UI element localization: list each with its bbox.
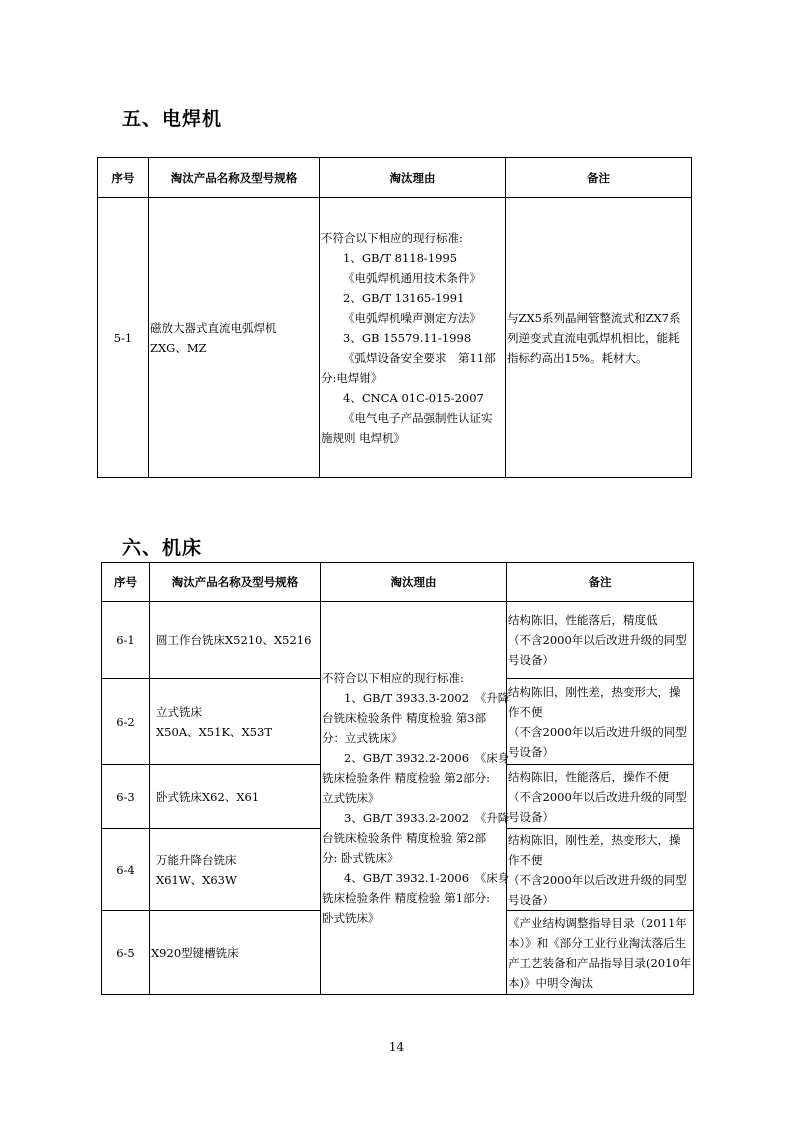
product-name-line: 圆工作台铣床X5210、X5216 <box>156 633 312 647</box>
product-name-line: 卧式铣床X62、X61 <box>156 789 260 804</box>
reason-line: 3、GB 15579.11-1998 <box>343 330 472 345</box>
table-row <box>98 198 692 478</box>
reason-line: 4、GB/T 3932.1-2006 《床身 <box>344 871 510 885</box>
header-product: 淘汰产品名称及型号规格 <box>150 563 321 602</box>
reason-cell <box>320 198 506 478</box>
note-line: 号设备） <box>508 653 554 667</box>
product-model-line: X50A、X51K、X53T <box>156 724 273 739</box>
note-line: 作不便 <box>508 852 543 867</box>
product-name <box>150 602 321 679</box>
reason-line: 1、GB/T 3933.3-2002 《升降 <box>344 691 510 705</box>
product-name <box>150 911 321 995</box>
reason-line: 《电气电子产品强制性认证实 <box>343 410 493 425</box>
header-no: 序号 <box>102 563 150 602</box>
reason-line: 分: 卧式铣床》 <box>322 851 399 865</box>
reason-line: 分：立式铣床》 <box>322 731 403 745</box>
header-note: 备注 <box>507 563 694 602</box>
note-line: （不含2000年以后改进升级的同型 <box>508 633 687 647</box>
product-name <box>150 765 321 829</box>
header-no: 序号 <box>98 158 149 198</box>
note-line: （不含2000年以后改进升级的同型 <box>508 872 687 887</box>
product-name-line: 万能升降台铣床 <box>156 852 237 867</box>
page-number: 14 <box>388 1040 405 1054</box>
product-name-line: X920型键槽铣床 <box>151 945 239 960</box>
note-line: 列逆变式直流电弧焊机相比，能耗 <box>507 330 680 345</box>
reason-line: 台铣床检验条件 精度检验 第3部 <box>322 711 487 725</box>
note-line: 结构陈旧，刚性差，热变形大，操 <box>508 684 681 699</box>
row-no: 6-5 <box>102 911 150 995</box>
machine-tool-table <box>101 562 694 995</box>
reason-line: 卧式铣床》 <box>322 911 380 925</box>
row-no: 6-2 <box>102 679 150 765</box>
note-line: 号设备） <box>508 744 554 759</box>
reason-cell <box>321 602 510 995</box>
header-reason: 淘汰理由 <box>321 563 507 602</box>
note-line: 号设备） <box>508 892 554 907</box>
reason-line: 《电弧焊机噪声测定方法》 <box>343 310 481 325</box>
table-row <box>102 602 694 679</box>
note-cell <box>507 765 694 829</box>
note-line: 与ZX5系列晶闸管整流式和ZX7系 <box>507 310 681 325</box>
product-model-line: X61W、X63W <box>156 872 237 887</box>
note-line: 结构陈旧，性能落后，操作不便 <box>508 769 669 784</box>
product-name <box>149 198 320 478</box>
reason-line: 《弧焊设备安全要求 第11部 <box>343 350 496 365</box>
reason-line: 4、CNCA 01C-015-2007 <box>343 390 484 405</box>
product-name-line: 磁放大器式直流电弧焊机 <box>150 320 277 335</box>
reason-line: 铣床检验条件 精度检验 第2部分: <box>322 771 491 785</box>
product-name <box>150 829 321 911</box>
note-line: （不含2000年以后改进升级的同型 <box>508 724 687 739</box>
header-reason: 淘汰理由 <box>320 158 506 198</box>
reason-line: 分:电焊钳》 <box>321 370 383 385</box>
header-note: 备注 <box>506 158 692 198</box>
reason-line: 1、GB/T 8118-1995 <box>343 250 458 265</box>
note-line: 指标约高出15%。耗材大。 <box>507 350 648 365</box>
note-line: （不含2000年以后改进升级的同型 <box>508 789 687 804</box>
note-line: 本）》和《部分工业行业淘汰落后生 <box>508 935 687 950</box>
reason-line: 施规则 电焊机》 <box>321 430 406 445</box>
reason-line: 铣床检验条件 精度检验 第1部分: <box>322 891 491 905</box>
note-cell <box>507 679 694 765</box>
reason-line: 3、GB/T 3933.2-2002 《升降 <box>344 811 510 825</box>
welding-machine-table <box>97 157 692 478</box>
reason-line: 立式铣床》 <box>322 791 380 805</box>
product-model-line: ZXG、MZ <box>150 340 207 355</box>
reason-line: 不符合以下相应的现行标准: <box>321 230 463 245</box>
table-header-row <box>102 563 694 602</box>
row-no: 6-1 <box>102 602 150 679</box>
note-cell <box>506 198 692 478</box>
reason-line: 2、GB/T 13165-1991 <box>343 290 465 305</box>
section5-title: 五、电焊机 <box>122 108 223 130</box>
note-cell <box>507 602 694 679</box>
table-header-row <box>98 158 692 198</box>
row-no: 6-4 <box>102 829 150 911</box>
reason-line: 台铣床检验条件 精度检验 第2部 <box>322 831 487 845</box>
note-line: 结构陈旧，刚性差，热变形大，操 <box>508 832 681 847</box>
section6-title: 六、机床 <box>122 537 203 559</box>
note-cell <box>507 911 694 995</box>
row-no: 5-1 <box>98 198 149 478</box>
reason-line: 2、GB/T 3932.2-2006 《床身 <box>344 751 510 765</box>
note-line: 产工艺装备和产品指导目录(2010年 <box>508 955 692 970</box>
note-line: 结构陈旧，性能落后，精度低 <box>508 613 658 627</box>
reason-line: 《电弧焊机通用技术条件》 <box>343 270 481 285</box>
note-cell <box>507 829 694 911</box>
note-line: 作不便 <box>508 704 543 719</box>
note-line: 号设备） <box>508 809 554 824</box>
note-line: 本)》中明令淘汰 <box>508 975 593 990</box>
reason-line: 不符合以下相应的现行标准: <box>322 671 464 685</box>
note-line: 《产业结构调整指导目录（2011年 <box>508 915 687 930</box>
product-name <box>150 679 321 765</box>
product-name-line: 立式铣床 <box>156 704 202 719</box>
header-product: 淘汰产品名称及型号规格 <box>149 158 320 198</box>
row-no: 6-3 <box>102 765 150 829</box>
